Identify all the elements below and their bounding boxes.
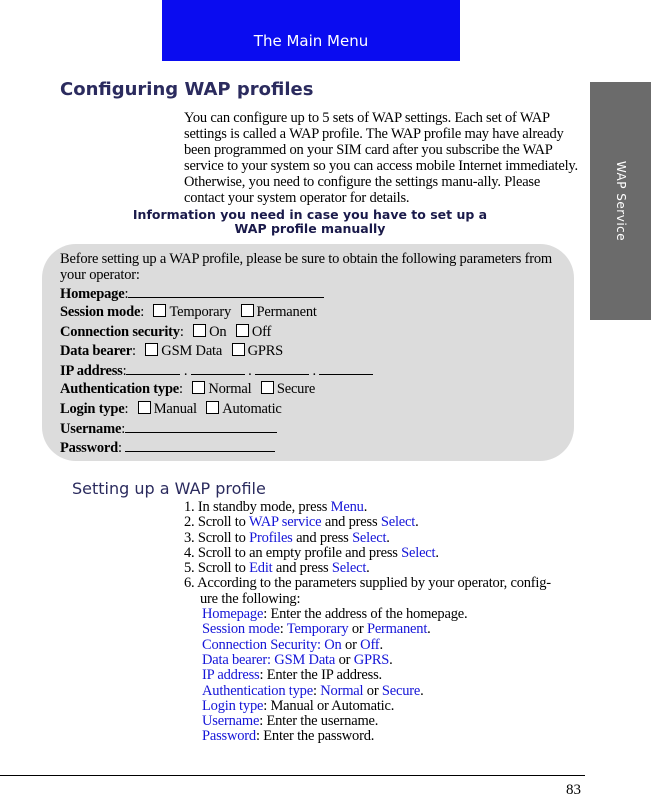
automatic-option: Automatic	[222, 400, 282, 417]
select-keyword: Select	[331, 560, 367, 577]
ip-segment-2	[191, 361, 245, 375]
normal-checkbox[interactable]	[192, 381, 205, 394]
menu-keyword: Menu	[330, 499, 364, 515]
ip-segment-3	[255, 361, 309, 375]
step-1: 1. In standby mode, press Menu.	[184, 499, 368, 515]
side-tab-label: WAP Service	[613, 160, 628, 242]
temporary-option: Temporary	[169, 304, 232, 321]
select-keyword: Select	[401, 544, 436, 561]
gsm-data-checkbox[interactable]	[145, 343, 158, 356]
authentication-type-item: Authentication type: Normal or Secure.	[202, 682, 424, 699]
edit-keyword: Edit	[249, 560, 273, 577]
connection-security-item: Connection Security: On or Off.	[202, 636, 383, 653]
authentication-type-label: Authentication type	[60, 381, 180, 398]
session-mode-field: Session mode: Temporary Permanent	[60, 304, 317, 321]
off-option: Off	[251, 323, 272, 340]
off-checkbox[interactable]	[236, 324, 249, 337]
profiles-keyword: Profiles	[249, 529, 293, 546]
step-2: 2. Scroll to WAP service and press Select.	[184, 514, 419, 531]
login-type-label: Login type	[60, 400, 125, 417]
page-number: 83	[566, 782, 581, 798]
select-keyword: Select	[352, 529, 387, 546]
homepage-field: Homepage:	[60, 284, 570, 303]
homepage-label: Homepage	[60, 286, 125, 302]
data-bearer-label: Data bearer	[60, 342, 133, 359]
select-keyword: Select	[380, 514, 416, 531]
data-bearer-item: Data bearer: GSM Data or GPRS.	[202, 651, 393, 668]
temporary-checkbox[interactable]	[153, 304, 166, 317]
gsm-data-option: GSM Data	[161, 342, 223, 359]
header-title: The Main Menu	[253, 32, 369, 50]
username-label: Username	[60, 421, 122, 438]
manual-option: Manual	[153, 400, 197, 417]
session-mode-label: Session mode	[60, 304, 141, 321]
wap-service-keyword: WAP service	[248, 514, 322, 531]
homepage-blank	[128, 284, 324, 298]
session-mode-item: Session mode: Temporary or Permanent.	[202, 621, 431, 638]
header-bar	[162, 0, 460, 61]
setup-title: Setting up a WAP profile	[72, 479, 266, 498]
connection-security-label: Connection security	[60, 323, 180, 340]
step-4: 4. Scroll to an empty profile and press Select.	[184, 544, 439, 561]
ip-address-item: IP address: Enter the IP address.	[202, 667, 382, 684]
manual-checkbox[interactable]	[138, 401, 151, 414]
step-5: 5. Scroll to Edit and press Select.	[184, 560, 370, 577]
ip-segment-1	[126, 361, 180, 375]
info-box-content	[60, 251, 570, 458]
gprs-option: GPRS	[247, 342, 284, 359]
info-heading: Information you need in case you have to set up a WAP profile manually	[132, 207, 488, 236]
steps-list	[184, 500, 584, 745]
secure-option: Secure	[276, 381, 316, 398]
step-3: 3. Scroll to Profiles and press Select.	[184, 529, 390, 546]
connection-security-field: Connection security: On Off	[60, 323, 272, 340]
password-field: Password:	[60, 438, 570, 457]
username-item: Username: Enter the username.	[202, 713, 379, 730]
data-bearer-field: Data bearer: GSM Data GPRS	[60, 342, 284, 359]
info-box-intro: Before setting up a WAP profile, please be sure to obtain the following parameters from your operator:	[60, 251, 552, 283]
parameter-list	[184, 607, 584, 745]
homepage-item: Homepage: Enter the address of the homepage.	[202, 606, 468, 623]
intro-paragraph: You can configure up to 5 sets of WAP settings. Each set of WAP settings is called a WAP profile. The WAP profile may have already been programmed on your SIM card after you subscribe the WAP service to your system so you can access mobile Internet immediately. Otherwise, you need to configure the settings manu-ally. Please contact your system operator for details.	[184, 110, 578, 206]
footer-rule	[0, 775, 585, 776]
login-type-field: Login type: Manual Automatic	[60, 400, 282, 417]
ip-address-label: IP address	[60, 363, 123, 380]
permanent-checkbox[interactable]	[241, 304, 254, 317]
permanent-option: Permanent	[256, 304, 317, 321]
automatic-checkbox[interactable]	[206, 401, 219, 414]
secure-checkbox[interactable]	[261, 381, 274, 394]
gprs-checkbox[interactable]	[232, 343, 245, 356]
username-blank	[125, 419, 277, 433]
on-checkbox[interactable]	[193, 324, 206, 337]
username-field: Username:	[60, 419, 570, 438]
on-option: On	[209, 323, 227, 340]
side-tab	[590, 82, 651, 320]
password-label: Password	[60, 440, 119, 457]
step-6: 6. According to the parameters supplied by your operator, config- ure the following: Homepage: Enter the address of the homepage. Session mode: Temporary or Permanent. Connection Security: On or Off. Data bearer: GSM Data or GPRS. IP address: Enter the IP address. Authentication type: Normal or Secure. Login type: Manual or Automatic. Username: Enter the username. Password: Enter the password.	[184, 576, 584, 744]
ip-segment-4	[319, 361, 373, 375]
normal-option: Normal	[208, 381, 252, 398]
section-title: Configuring WAP profiles	[60, 79, 314, 100]
password-blank	[125, 438, 275, 452]
password-item: Password: Enter the password.	[202, 728, 375, 745]
login-type-item: Login type: Manual or Automatic.	[202, 697, 395, 714]
ip-address-field: IP address: . . .	[60, 361, 570, 380]
authentication-type-field: Authentication type: Normal Secure	[60, 381, 316, 398]
